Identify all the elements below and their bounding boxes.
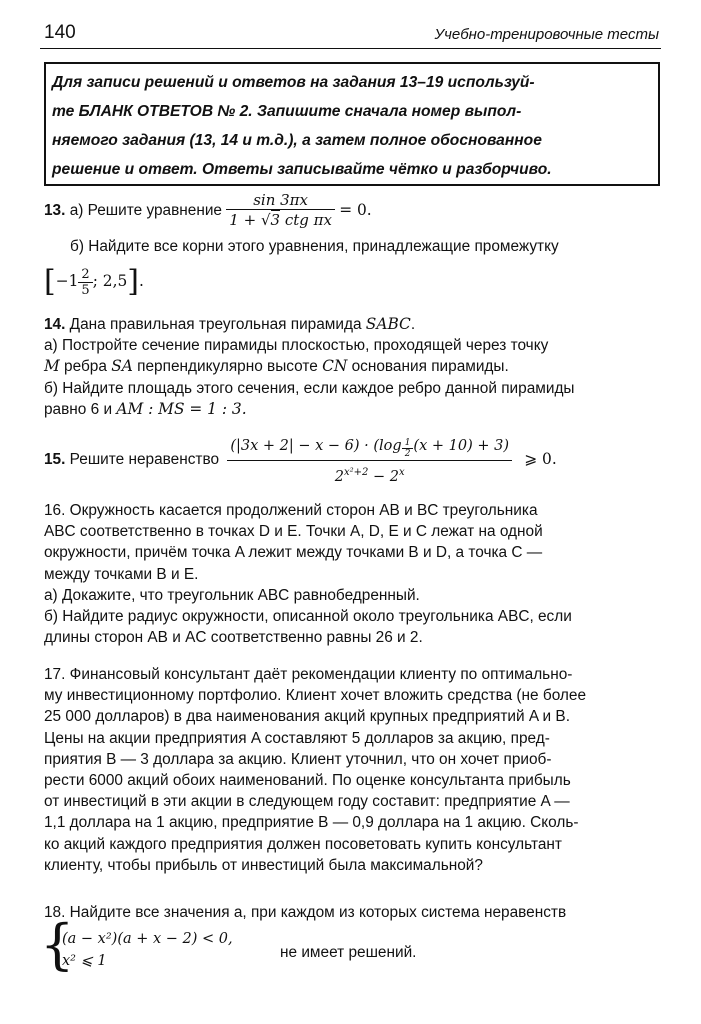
math: CN	[322, 357, 348, 376]
problem-14	[44, 314, 661, 420]
sqrt-sign: √	[260, 211, 271, 230]
inequality-denominator	[227, 461, 512, 489]
problem-16-line: ABC соответственно в точках D и E. Точки A, D, E и C лежат на одной	[44, 523, 543, 541]
problem-16-line: длины сторон AB и AC соответственно равны 26 и 2.	[44, 629, 423, 647]
text: ребра	[59, 358, 112, 376]
system-line: x² ⩽ 1	[62, 953, 107, 969]
denom-exp: x²+2	[343, 466, 369, 478]
problem-number: 13.	[44, 202, 66, 219]
page-header	[40, 22, 661, 49]
interval-frac-den: 5	[81, 282, 90, 298]
problem-number: 14.	[44, 316, 66, 333]
text: равно 6 и	[44, 400, 117, 418]
problem-17-line: му инвестиционному портфолио. Клиент хочет вложить средства (не более	[44, 687, 587, 705]
problem-16-line: между точками B и E.	[44, 565, 199, 583]
instructions-line: няемого задания (13, 14 и т.д.), а затем полное обоснованное	[52, 132, 542, 149]
problem-16-line: а) Докажите, что треугольник ABC равнобедренный.	[44, 586, 420, 604]
inequality-system	[62, 928, 233, 972]
problem-18-line: 18. Найдите все значения a, при каждом из которых система неравенств	[44, 904, 567, 921]
problem-17-line: 17. Финансовый консультант даёт рекомендации клиенту по оптимально-	[44, 666, 573, 683]
text: перпендикулярно высоте	[132, 358, 323, 376]
page-number: 140	[44, 22, 76, 43]
system-line: (a − x²)(a + x − 2) < 0,	[62, 931, 233, 947]
den-part: ctg πx	[280, 211, 332, 230]
inequality-rhs: ⩾ 0.	[524, 450, 557, 468]
interval-part: −1	[55, 272, 79, 291]
inequality-fraction	[227, 432, 512, 489]
problem-15-text: Решите неравенство	[65, 451, 220, 468]
instructions-box	[44, 62, 660, 186]
den-part: 1 +	[229, 211, 261, 230]
interval	[44, 261, 661, 301]
math: M	[44, 357, 60, 376]
log-base-den: 2	[404, 448, 411, 459]
text: Дана правильная треугольная пирамида	[65, 316, 366, 333]
problem-16	[44, 500, 661, 648]
problem-14a-line: а) Постройте сечение пирамиды плоскостью, проходящей через точку	[44, 337, 549, 355]
denom-exp: x	[398, 466, 405, 478]
problem-13	[44, 190, 661, 301]
problem-16-line: 16. Окружность касается продолжений сторон AB и BC треугольника	[44, 502, 538, 519]
problem-17-line: ко акций каждого предприятия должен посоветовать купить консультант	[44, 835, 562, 853]
problem-17-line: приятия B — 3 доллара за акцию. Клиент уточнил, что он хочет приоб-	[44, 750, 552, 768]
system-brace: {	[40, 913, 75, 976]
running-title: Учебно-тренировочные тесты	[434, 26, 659, 43]
problem-17-line: 25 000 долларов) в два наименования акций крупных предприятий A и B.	[44, 708, 570, 726]
problem-number: 15.	[44, 451, 66, 468]
math: SABC	[365, 315, 411, 333]
problem-18	[44, 902, 661, 923]
interval-frac-num: 2	[78, 267, 92, 283]
numerator-part: (|3x + 2| − x − 6) · (log	[230, 437, 402, 454]
problem-17-line: 1,1 доллара на 1 акцию, предприятие B — 0,9 доллара на 1 акцию. Сколь-	[44, 814, 579, 832]
math: AM : MS = 1 : 3.	[116, 399, 247, 418]
sqrt-arg: 3	[270, 211, 281, 230]
numerator-part: (x + 10) + 3)	[413, 437, 509, 454]
denom-part: 2	[334, 468, 344, 485]
equation-rhs: = 0.	[339, 201, 372, 219]
problem-17-line: клиенту, чтобы прибыль от инвестиций была максимальной?	[44, 856, 483, 874]
instructions-line: те БЛАНК ОТВЕТОВ № 2. Запишите сначала номер выпол-	[52, 103, 522, 120]
equation-fraction	[226, 191, 335, 230]
problem-14b-line: б) Найдите площадь этого сечения, если каждое ребро данной пирамиды	[44, 379, 575, 397]
problem-15	[44, 428, 661, 490]
text: основания пирамиды.	[347, 358, 509, 376]
problem-13a-text: а) Решите уравнение	[69, 202, 222, 219]
fraction-numerator: sin 3πx	[226, 191, 335, 210]
problem-16-line: окружности, причём точка A лежит между точками B и D, а точка C —	[44, 544, 543, 562]
problem-17-line: от инвестиций в эти акции в следующем году составит: предприятие A —	[44, 793, 570, 811]
log-base-num: 1	[402, 438, 414, 449]
instructions-line: решение и ответ. Ответы записывайте чётко и разборчиво.	[52, 161, 552, 178]
log-base	[402, 438, 414, 459]
inequality-numerator	[227, 432, 512, 461]
problem-17	[44, 664, 661, 876]
interval-bracket: ]	[127, 264, 139, 300]
fraction-denominator	[226, 210, 335, 230]
interval-fraction	[78, 267, 92, 298]
text: .	[410, 316, 416, 333]
problem-17-line: Цены на акции предприятия A составляют 5 долларов за акцию, пред-	[44, 729, 550, 747]
problem-18-tail: не имеет решений.	[280, 944, 417, 961]
interval-bracket: [	[44, 264, 56, 300]
math: SA	[111, 357, 133, 376]
interval-part: ; 2,5	[92, 272, 128, 291]
interval-part: .	[138, 272, 144, 291]
problem-17-line: рести 6000 акций обоих наименований. По оценке консультанта прибыль	[44, 772, 571, 790]
problem-16-line: б) Найдите радиус окружности, описанной около треугольника ABC, если	[44, 608, 572, 626]
instructions-line: Для записи решений и ответов на задания 13–19 используй-	[52, 74, 535, 91]
problem-13b-text: б) Найдите все корни этого уравнения, принадлежащие промежутку	[70, 238, 559, 255]
denom-part: − 2	[368, 468, 399, 485]
